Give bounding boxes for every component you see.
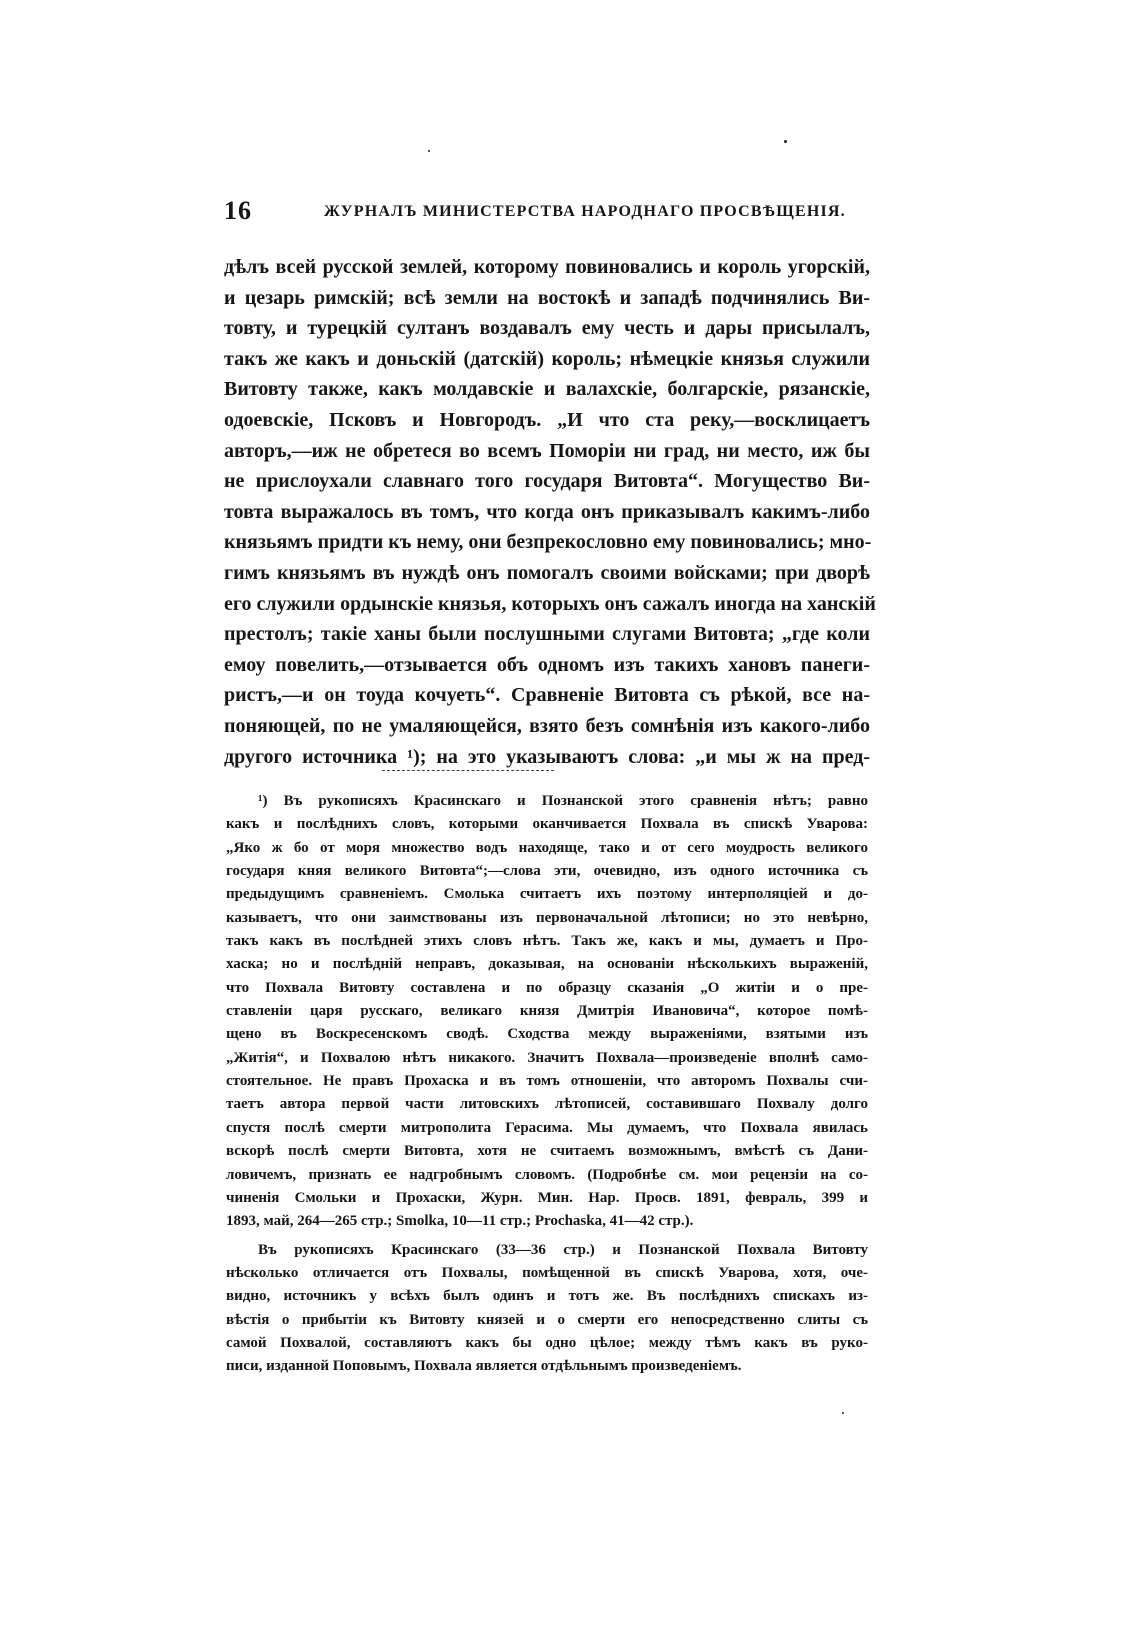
footnote-line: стоятельное. Не правъ Прохаска и въ томъ отношеніи, что авторомъ Похвалы счи- (226, 1073, 868, 1090)
text-line: товта выражалось въ томъ, что когда онъ приказывалъ какимъ-либо (224, 500, 870, 523)
footnote-line: ставленіи царя русскаго, великаго князя Дмитрія Ивановича“, которое помѣ- (226, 1003, 868, 1020)
text-line: ристъ,—и он тоуда кочуеть“. Сравненіе Витовта съ рѣкой, все на- (224, 684, 870, 707)
footnote-line: вскорѣ послѣ смерти Витовта, хотя не считаемъ возможнымъ, вмѣстѣ съ Дани- (226, 1143, 868, 1160)
footnote-line: нѣсколько отличается отъ Похвалы, помѣщенной въ спискѣ Уварова, хотя, оче- (226, 1264, 868, 1281)
footnote-line: ¹) Въ рукописяхъ Красинскаго и Познанской этого сравненія нѣтъ; равно (258, 793, 868, 809)
text-line: его служили ордынскіе князья, которыхъ онъ сажалъ иногда на ханскій (224, 592, 876, 615)
page-number: 16 (224, 196, 252, 225)
footnote-separator (382, 770, 554, 771)
footnote-line: хаска; но и послѣдній неправъ, доказывая, на основаніи нѣсколькихъ выраженій, (226, 956, 868, 973)
scan-speck (842, 1412, 844, 1414)
scan-speck (784, 140, 787, 143)
text-line: князьямъ придти къ нему, они безпрекословно ему повиновались; мно- (224, 531, 872, 554)
footnote-line: 1893, май, 264—265 стр.; Smolka, 10—11 стр.; Prochaska, 41—42 стр.). (226, 1213, 694, 1230)
footnote-paragraph (226, 790, 868, 1234)
footnote-paragraph (226, 1239, 868, 1379)
scan-speck (428, 150, 430, 152)
text-line: товту, и турецкій султанъ воздавалъ ему честь и дары присылалъ, (224, 317, 870, 340)
footnote-line: вѣстія о прибытіи къ Витовту князей и о смерти его непосредственно слиты съ (226, 1311, 868, 1328)
text-line: гимъ князьямъ въ нуждѣ онъ помогалъ своими войсками; при дворѣ (224, 561, 870, 584)
footnote-line: казываетъ, что они заимствованы изъ первоначальной лѣтописи; но это невѣрно, (226, 909, 868, 926)
text-line: Витовту также, какъ молдавскіе и валахскіе, болгарскіе, рязанскіе, (224, 378, 870, 401)
footnote-line: ловичемъ, признать ее надгробнымъ словомъ. (Подробнѣе см. мои рецензіи на со- (226, 1166, 868, 1183)
text-line: одоевскіе, Псковъ и Новгородъ. „И что ста реку,—восклицаетъ (224, 408, 870, 431)
footnote-line: самой Похвалой, составляютъ какъ бы одно цѣлое; между тѣмъ какъ въ руко- (226, 1334, 868, 1351)
footnote-line: таетъ автора первой части литовскихъ лѣтописей, составившаго Похвалу долго (226, 1096, 868, 1113)
footnote-line: „Яко ж бо от моря множество водъ находяще, тако и от сего моудрость великого (226, 839, 868, 856)
footnote-line: „Житія“, и Похвалою нѣтъ никакого. Значитъ Похвала—произведеніе вполнѣ само- (226, 1049, 868, 1066)
text-line: такъ же какъ и доньскій (датскій) король; нѣмецкіе князья служили (224, 347, 870, 370)
footnote-line: чиненія Смольки и Прохаски, Журн. Мин. Нар. Просв. 1891, февраль, 399 и (226, 1189, 868, 1206)
main-text (224, 252, 876, 772)
footnote-line: писи, изданной Поповымъ, Похвала является отдѣльнымъ произведеніемъ. (226, 1358, 742, 1375)
footnote-line: какъ и послѣднихъ словъ, которыми оканчивается Похвала въ спискѣ Уварова: (226, 816, 868, 833)
text-line: авторъ,—иж не обретеся во всемъ Поморіи ни град, ни место, иж бы (224, 439, 870, 462)
footnote-line: щено въ Воскресенскомъ сводѣ. Сходства между выраженіями, взятыми изъ (226, 1026, 868, 1043)
text-line: престолъ; такіе ханы были послушными слугами Витовта; „где коли (224, 623, 870, 646)
footnote-line: такъ какъ въ послѣдней этихъ словъ нѣтъ. Такъ же, какъ и мы, думаетъ и Про- (226, 933, 868, 950)
text-line: другого источника ¹); на это указываютъ слова: „и мы ж на пред- (224, 745, 870, 768)
page-header (224, 196, 868, 230)
text-line: емоу повелить,—отзывается объ одномъ изъ такихъ хановъ панеги- (224, 653, 870, 676)
footnote-line: Въ рукописяхъ Красинскаго (33—36 стр.) и Познанской Похвала Витовту (258, 1241, 868, 1258)
footnotes (226, 790, 868, 1379)
footnote-line: государя княя великого Витовта“;—слова эти, очевидно, изъ одного источника съ (226, 863, 868, 880)
footnote-line: предыдущимъ сравненіемъ. Смолька считаетъ ихъ поэтому интерполяціей и до- (226, 886, 868, 903)
running-head: ЖУРНАЛЪ МИНИСТЕРСТВА НАРОДНАГО ПРОСВѢЩЕНІЯ. (324, 203, 846, 220)
text-line: не прислоухали славнаго того государя Витовта“. Могущество Ви- (224, 470, 870, 493)
footnote-line: видно, источникъ у всѣхъ былъ одинъ и тотъ же. Въ послѣднихъ спискахъ из- (226, 1288, 868, 1305)
text-line: поняющей, по не умаляющейся, взято безъ сомнѣнія изъ какого-либо (224, 714, 870, 737)
footnote-line: что Похвала Витовту составлена и по образцу сказанія „О житіи и о пре- (226, 979, 868, 996)
text-line: дѣлъ всей русской землей, которому повиновались и король угорскій, (224, 256, 870, 278)
text-line: и цезарь римскій; всѣ земли на востокѣ и западѣ подчинялись Ви- (224, 286, 870, 309)
footnote-line: спустя послѣ смерти митрополита Герасима. Мы думаемъ, что Похвала явилась (226, 1119, 868, 1136)
